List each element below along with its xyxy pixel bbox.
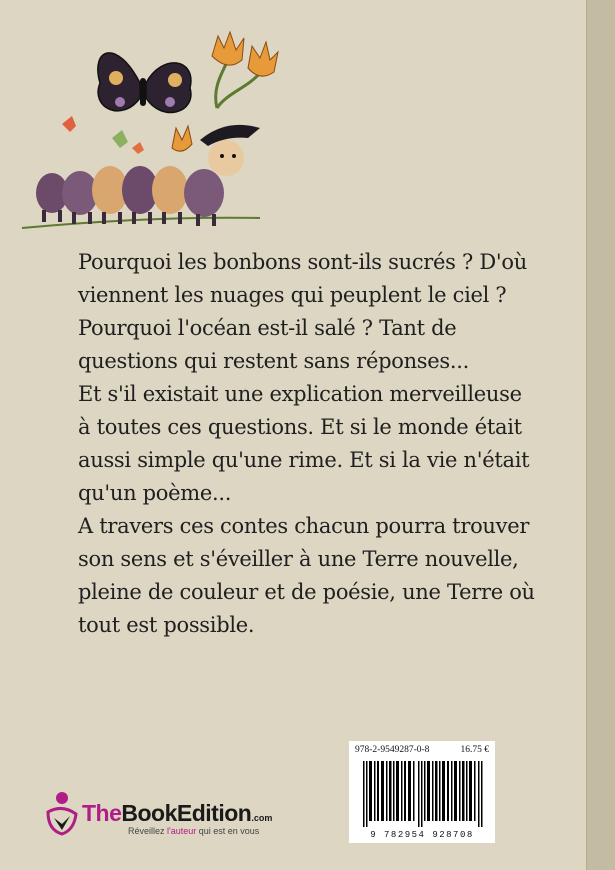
isbn-number: 978-2-9549287-0-8 [355, 745, 430, 755]
barcode-icon [363, 761, 483, 827]
book-spine [586, 0, 615, 870]
caterpillar-illustration [12, 28, 292, 238]
blurb-paragraph: Pourquoi les bonbons sont-ils sucrés ? D'où viennent les nuages qui peuplent le ciel ? Pourquoi l'océan est-il salé ? Tant de questions qui restent sans réponses... [78, 250, 527, 373]
tagline-end: qui est en vous [196, 826, 260, 836]
logo-book-edition: BookEdition [121, 800, 252, 826]
butterfly-icon [132, 142, 144, 154]
back-cover-blurb [78, 246, 538, 642]
logo-wordmark [82, 800, 272, 827]
book-price: 16.75 € [460, 745, 489, 755]
blurb-paragraph: Et s'il existait une explication merveilleuse à toutes ces questions. Et si le monde était aussi simple qu'une rime. Et si la vie n'était qu'un poème... [78, 382, 530, 505]
logo-the: The [82, 800, 122, 826]
butterfly-icon [62, 116, 76, 132]
butterfly-icon [112, 130, 128, 148]
logo-com: .com [251, 813, 273, 823]
isbn-barcode-box [349, 741, 495, 843]
publisher-logo [40, 790, 330, 840]
logo-tagline [128, 826, 259, 836]
reader-figure-icon [40, 790, 78, 838]
caterpillar-icon [36, 125, 260, 226]
blurb-paragraph: A travers ces contes chacun pourra trouver son sens et s'éveiller à une Terre nouvelle, pleine de couleur et de poésie, une Terre où tout est possible. [78, 514, 535, 637]
barcode-header [355, 745, 489, 755]
tagline-start: Réveillez [128, 826, 168, 836]
butterfly-icon [98, 53, 191, 113]
barcode-digits: 9 782954 928708 [370, 830, 474, 840]
tagline-highlight: l'auteur [167, 826, 197, 836]
